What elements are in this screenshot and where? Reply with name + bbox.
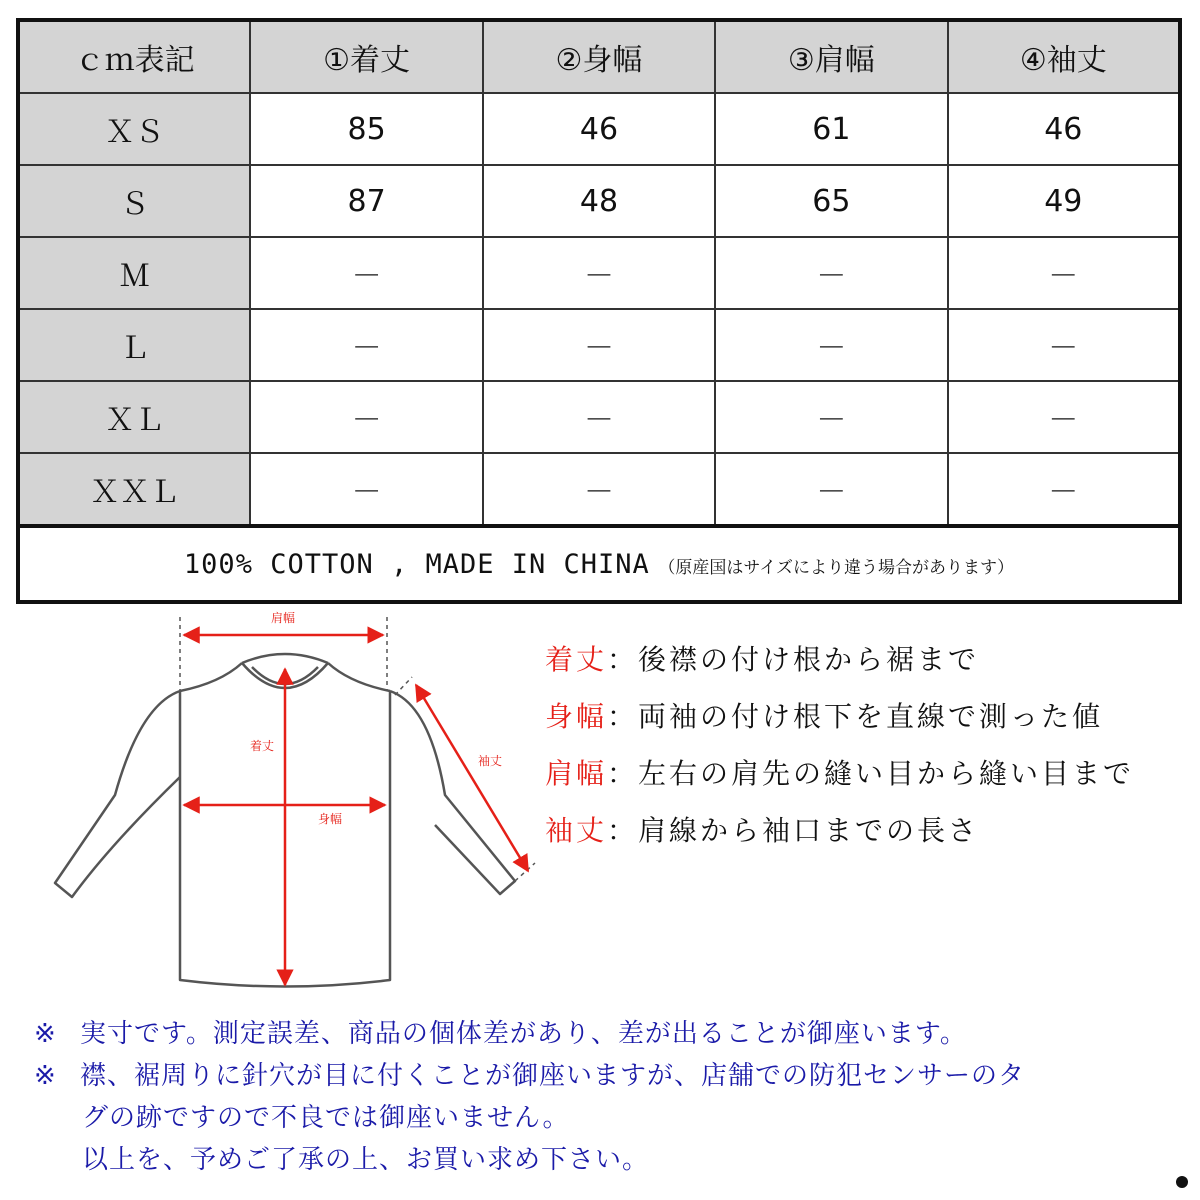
garment-diagram [40,605,560,1000]
table-cell: 87 [250,165,482,237]
table-row [18,309,1180,381]
table-cell: － [250,453,482,526]
size-label: Ｍ [18,237,250,309]
table-cell: － [948,237,1180,309]
note-line [34,1139,1025,1181]
size-label: ＸＸＬ [18,453,250,526]
table-row [18,453,1180,526]
table-cell: 49 [948,165,1180,237]
sleeve-guide-top [395,677,412,695]
left-sleeve-outline [55,691,180,897]
note-mark: ※ [34,1061,57,1091]
header-body-width: ②身幅 [483,20,715,93]
note-line [34,1013,1025,1055]
header-unit: ｃｍ表記 [18,20,250,93]
sleeve-diagram-label: 袖丈 [477,754,503,768]
table-cell: － [483,309,715,381]
table-row [18,93,1180,165]
table-cell: － [948,453,1180,526]
sleeve-arrow [416,685,528,871]
table-cell: － [250,237,482,309]
legend-term: 袖丈 [545,814,608,847]
note-mark: ※ [34,1019,57,1049]
notes-block [34,1013,1025,1181]
shoulder-diagram-label: 肩幅 [270,611,296,625]
table-cell: － [250,381,482,453]
measurement-legend [545,640,1134,868]
corner-dot [1176,1176,1188,1188]
table-cell: 46 [948,93,1180,165]
table-cell: － [715,237,947,309]
legend-item [545,754,1134,811]
table-row [18,165,1180,237]
table-cell: 85 [250,93,482,165]
legend-term: 着丈 [545,643,608,676]
legend-desc: ：左右の肩先の縫い目から縫い目まで [607,757,1135,790]
header-sleeve-length: ④袖丈 [948,20,1180,93]
neckline-inner [242,654,328,663]
table-cell: － [948,381,1180,453]
right-sleeve-outline [390,691,515,894]
legend-item [545,640,1134,697]
table-row [18,237,1180,309]
header-length: ①着丈 [250,20,482,93]
size-label: Ｌ [18,309,250,381]
body-diagram-label: 身幅 [317,812,343,826]
material-cell [18,526,1180,602]
legend-desc: ：後襟の付け根から裾まで [607,643,980,676]
size-chart-table [16,18,1182,604]
legend-desc: ：両袖の付け根下を直線で測った値 [607,700,1104,733]
material-text: 100% COTTON , MADE IN CHINA [183,548,650,580]
origin-note: （原産国はサイズにより違う場合があります） [658,557,1015,578]
table-cell: － [948,309,1180,381]
legend-term: 肩幅 [545,757,608,790]
size-label: ＸＬ [18,381,250,453]
table-cell: － [483,237,715,309]
table-cell: 61 [715,93,947,165]
size-label: ＸＳ [18,93,250,165]
note-text: グの跡ですので不良では御座いません。 [82,1103,570,1133]
note-line [34,1055,1025,1097]
size-label: Ｓ [18,165,250,237]
legend-item [545,697,1134,754]
length-diagram-label: 着丈 [249,739,275,753]
table-row [18,381,1180,453]
table-cell: － [483,381,715,453]
table-cell: － [715,381,947,453]
table-cell: － [250,309,482,381]
table-cell: 46 [483,93,715,165]
table-cell: － [715,453,947,526]
table-header-row [18,20,1180,93]
note-text: 以上を、予めご了承の上、お買い求め下さい。 [82,1145,650,1175]
table-footer-row [18,526,1180,602]
table-cell: 65 [715,165,947,237]
legend-desc: ：肩線から袖口までの長さ [607,814,980,847]
note-line [34,1097,1025,1139]
legend-item [545,811,1134,868]
header-shoulder-width: ③肩幅 [715,20,947,93]
note-text: 襟、裾周りに針穴が目に付くことが御座いますが、店舗での防犯センサーのタ [80,1061,1026,1091]
table-cell: － [483,453,715,526]
legend-term: 身幅 [545,700,608,733]
note-text: 実寸です。測定誤差、商品の個体差があり、差が出ることが御座います。 [80,1019,967,1049]
table-cell: 48 [483,165,715,237]
table-cell: － [715,309,947,381]
